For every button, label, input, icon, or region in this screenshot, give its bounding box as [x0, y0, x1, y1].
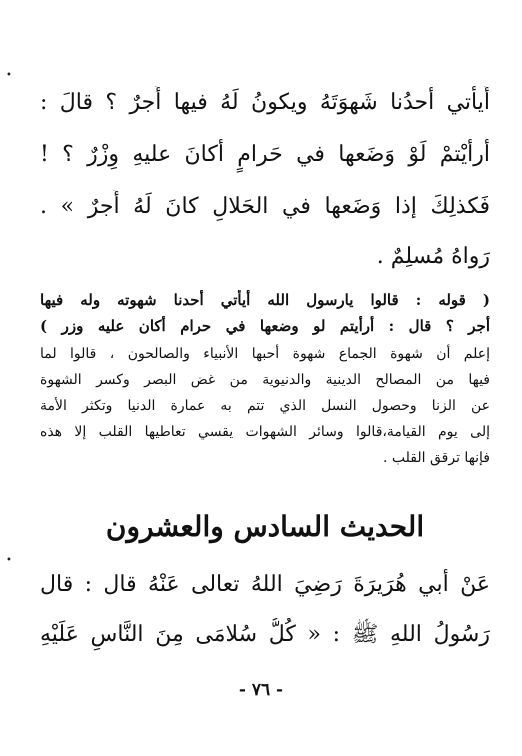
page-number: - ٧٦ - [238, 680, 284, 700]
next-hadith-line: عَنْ أبي هُرَيرَةَ رَضِيَ اللهُ تعالى عَنْهُ قال : قال [40, 572, 490, 597]
hadith-line: رَواهُ مُسلِمٌ . [376, 244, 490, 269]
commentary-line: إعلم أن شهوة الجماع شهوة أحبها الأنبياء والصالحون ، قالوا لما [40, 346, 490, 362]
commentary-line: فيها من المصالح الدينية والدنيوية من غض البصر وكسر الشهوة [40, 372, 490, 388]
commentary-quote-line: ( قوله : قالوا يارسول الله أيأتي أحدنا شهوته وله فيها [40, 291, 490, 309]
commentary-line: عن الزنا وحصول النسل الذي تتم به عمارة الدنيا وتكثر الأمة [40, 398, 490, 414]
hadith-line: أَيأْتي أحدُنا شَهوَتَهُ ويكونُ لَهُ فيها أَجرٌ ؟ قالَ : [40, 90, 490, 115]
hadith-line: فَكذلِكَ إذا وَضَعها في الحَلالِ كانَ لَهُ أَجرٌ » . [40, 194, 490, 219]
section-heading: الحديث السادس والعشرون [105, 510, 425, 543]
margin-mark: • [6, 555, 12, 566]
commentary-line: فإنها ترقق القلب . [383, 450, 490, 466]
next-hadith-line: رَسُولُ اللهِ ﷺ : « كُلُّ سُلامَى مِنَ النَّاسِ عَلَيْهِ [40, 622, 490, 647]
hadith-line: أرأيْتمْ لَوْ وَضَعها في حَرامٍ أكانَ عليهِ وِزْرٌ ؟ ! [40, 142, 490, 167]
margin-mark: • [6, 70, 12, 81]
commentary-quote-line: أجر ؟ قال : أرأيتم لو وضعها في حرام أكان عليه وزر ) [40, 317, 490, 335]
commentary-line: إلى يوم القيامة،قالوا وسائر الشهوات يقسي تعاطيها القلب إلا هذه [40, 424, 490, 440]
